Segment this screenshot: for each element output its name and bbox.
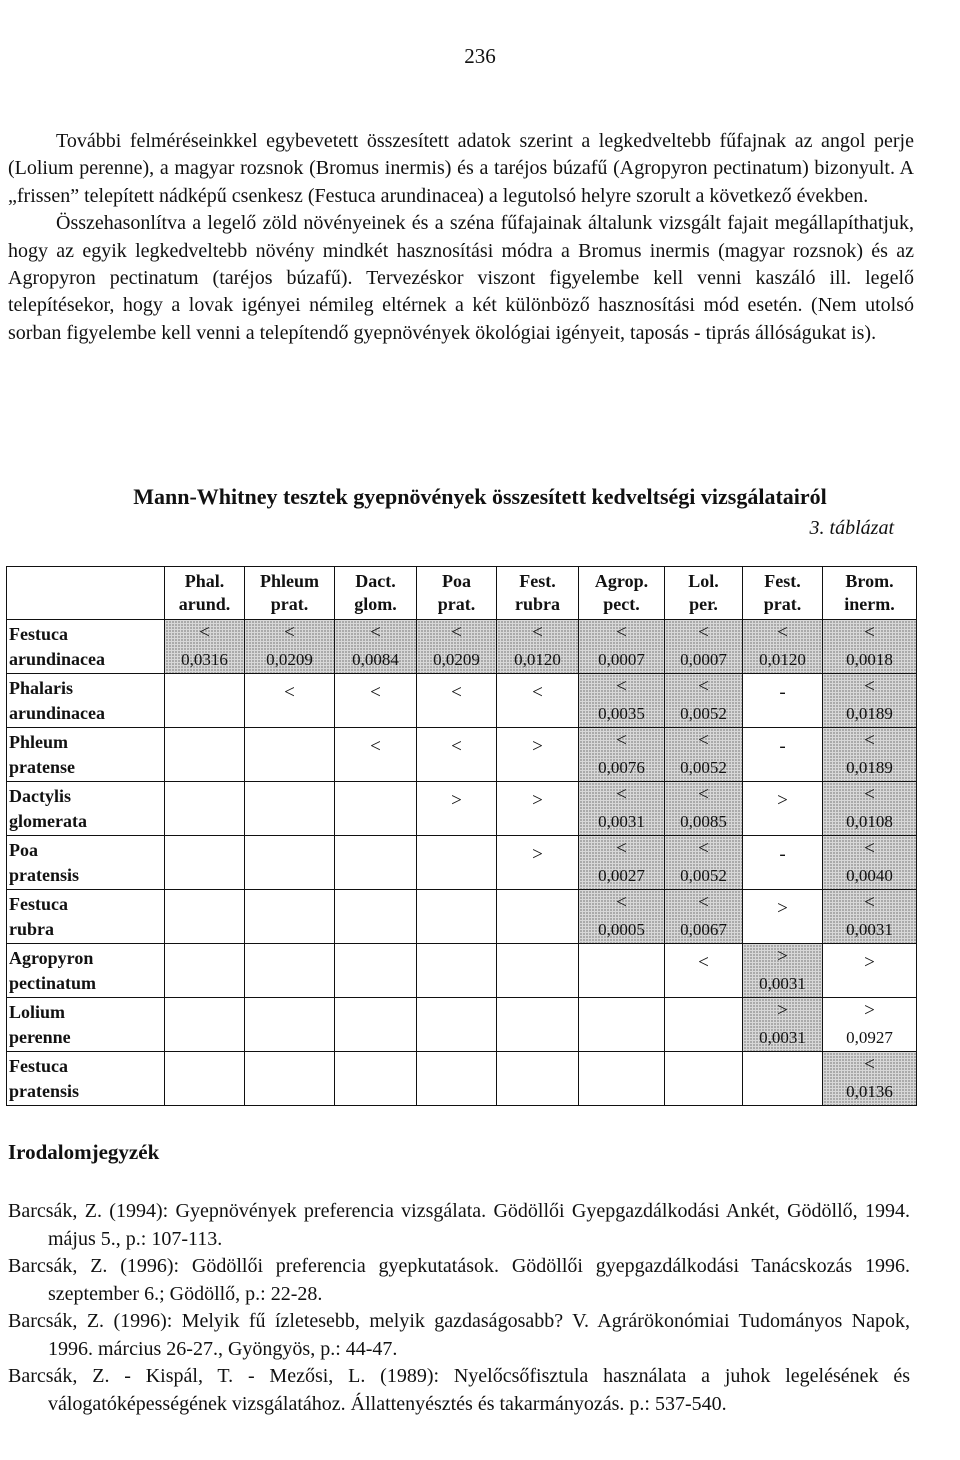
comparison-symbol: < xyxy=(698,838,709,860)
comparison-symbol: > xyxy=(777,897,788,919)
row-label xyxy=(7,998,165,1052)
table-cell xyxy=(743,944,823,998)
column-header xyxy=(497,567,579,620)
row-label-line: Phleum xyxy=(9,731,69,752)
table-cell xyxy=(335,1052,417,1106)
p-value: 0,0031 xyxy=(759,973,806,993)
table-row xyxy=(7,836,917,890)
table-cell xyxy=(665,944,743,998)
comparison-symbol: < xyxy=(698,784,709,806)
reference-item: Barcsák, Z. (1994): Gyepnövények preferencia vizsgálata. Gödöllői Gyepgazdálkodási Ankét, Gödöllő, 1994. május 5., p.: 107-113. xyxy=(8,1200,910,1250)
comparison-symbol: < xyxy=(532,622,543,644)
column-header-line: Poa xyxy=(442,571,471,591)
column-header xyxy=(417,567,497,620)
paragraph: Összehasonlítva a legelő zöld növényeinek és a széna fűfajainak általunk vizsgált fajait megállapíthatjuk, hogy az egyik legkedveltebb növény mindkét hasznosítási módra a Bromus inermis (magyar rozsnok) és az Agropyron pectinatum (taréjos búzafű). Tervezéskor viszont figyelembe kell venni kaszáló ill. legelő telepítésekor, hogy a lovak igényei némileg eltérnek a két különböző hasznosítási mód esetén. (Nem utolsó sorban figyelembe kell venni a telepítendő gyepnövények ökológiai igényeit, taposás - tiprás állóságukat is). xyxy=(8,212,914,344)
row-label xyxy=(7,782,165,836)
table-cell xyxy=(335,674,417,728)
comparison-symbol: < xyxy=(864,1054,875,1076)
table-cell xyxy=(497,890,579,944)
column-header-line: inerm. xyxy=(844,594,895,614)
reference-item: Barcsák, Z. - Kispál, T. - Mezősi, L. (1989): Nyelőcsőfisztula használata a juhok legelésének és válogatóképességének vizsgálatához. Állattenyésztés és takarmányozás. p.: 537-540. xyxy=(8,1365,910,1415)
comparison-symbol: < xyxy=(451,681,462,703)
table-cell xyxy=(165,674,245,728)
comparison-symbol: < xyxy=(698,892,709,914)
table-cell xyxy=(579,890,665,944)
comparison-symbol: < xyxy=(864,892,875,914)
reference-item: Barcsák, Z. (1996): Melyik fű ízletesebb, melyik gazdaságosabb? V. Agrárökonómiai Tudományos Napok, 1996. március 26-27., Gyöngyös, p.: 44-47. xyxy=(8,1310,910,1360)
table-cell xyxy=(417,1052,497,1106)
row-label-line: Festuca xyxy=(9,893,68,914)
table-cell xyxy=(497,782,579,836)
comparison-symbol: < xyxy=(616,622,627,644)
table-cell xyxy=(579,674,665,728)
comparison-symbol: > xyxy=(864,1000,875,1022)
table-cell xyxy=(245,782,335,836)
p-value: 0,0031 xyxy=(759,1027,806,1047)
comparison-symbol: < xyxy=(451,735,462,757)
p-value: 0,0108 xyxy=(846,811,893,831)
p-value: 0,0052 xyxy=(680,757,727,777)
p-value: 0,0084 xyxy=(352,649,399,669)
comparison-symbol: < xyxy=(532,681,543,703)
comparison-symbol: < xyxy=(864,838,875,860)
column-header xyxy=(245,567,335,620)
row-label xyxy=(7,1052,165,1106)
p-value: 0,0040 xyxy=(846,865,893,885)
table-cell xyxy=(823,782,917,836)
p-value: 0,0209 xyxy=(433,649,480,669)
p-value: 0,0316 xyxy=(181,649,228,669)
table-cell xyxy=(417,674,497,728)
table-cell xyxy=(579,1052,665,1106)
corner-cell xyxy=(7,567,165,620)
table-cell xyxy=(823,890,917,944)
table-cell xyxy=(245,674,335,728)
reference-item: Barcsák, Z. (1996): Gödöllői preferencia gyepkutatások. Gödöllői gyepgazdálkodási Tanácskozás 1996. szeptember 6.; Gödöllő, p.: 22-28. xyxy=(8,1255,910,1305)
table-cell xyxy=(743,782,823,836)
column-header-line: prat. xyxy=(437,594,476,614)
table-row xyxy=(7,620,917,674)
row-label-line: pratensis xyxy=(9,1080,80,1101)
table-cell xyxy=(743,1052,823,1106)
comparison-symbol: > xyxy=(532,843,543,865)
p-value: 0,0189 xyxy=(846,757,893,777)
table-cell xyxy=(497,998,579,1052)
comparison-symbol: < xyxy=(616,838,627,860)
comparison-symbol: < xyxy=(284,622,295,644)
column-header-line: pect. xyxy=(603,594,640,614)
p-value: 0,0120 xyxy=(514,649,561,669)
column-header-line: Fest. xyxy=(764,571,801,591)
p-value: 0,0018 xyxy=(846,649,893,669)
paragraph: További felméréseinkkel egybevetett összesített adatok szerint a legkedveltebb fűfajnak az angol perje (Lolium perenne), a magyar rozsnok (Bromus inermis) és a taréjos búzafű (Agropyron pectinatum) bizonyult. A „frissen” telepített nádképű csenkesz (Festuca arundinacea) a legutolsó helyre szorult a következő években. xyxy=(8,130,914,207)
table-cell xyxy=(579,620,665,674)
table-cell xyxy=(823,998,917,1052)
table-cell xyxy=(335,782,417,836)
table-cell xyxy=(823,944,917,998)
table-cell xyxy=(245,728,335,782)
row-label-line: Festuca xyxy=(9,623,68,644)
table-cell xyxy=(665,890,743,944)
column-header-line: glom. xyxy=(354,594,397,614)
column-header-line: Agrop. xyxy=(594,571,649,591)
table-cell xyxy=(665,674,743,728)
column-header-line: Fest. xyxy=(519,571,556,591)
column-header xyxy=(743,567,823,620)
table-cell xyxy=(417,728,497,782)
column-header-line: Dact. xyxy=(355,571,396,591)
comparison-symbol: > xyxy=(451,789,462,811)
row-label-line: arundinacea xyxy=(9,648,106,669)
comparison-symbol: < xyxy=(864,622,875,644)
row-label xyxy=(7,836,165,890)
table-cell xyxy=(417,890,497,944)
table-row xyxy=(7,944,917,998)
table-cell xyxy=(165,728,245,782)
table-cell xyxy=(579,782,665,836)
row-label-line: Agropyron xyxy=(9,947,94,968)
comparison-symbol: - xyxy=(779,681,786,703)
table-row xyxy=(7,728,917,782)
table-cell xyxy=(579,944,665,998)
mann-whitney-table xyxy=(6,566,917,1106)
p-value: 0,0031 xyxy=(598,811,645,831)
comparison-symbol: > xyxy=(777,789,788,811)
table-cell xyxy=(165,836,245,890)
references-heading: Irodalomjegyzék xyxy=(8,1140,160,1164)
column-header xyxy=(335,567,417,620)
comparison-symbol: < xyxy=(777,622,788,644)
column-header-line: prat. xyxy=(270,594,309,614)
table-cell xyxy=(335,728,417,782)
p-value: 0,0120 xyxy=(759,649,806,669)
p-value: 0,0052 xyxy=(680,703,727,723)
table-cell xyxy=(743,998,823,1052)
comparison-symbol: - xyxy=(779,843,786,865)
page-number: 236 xyxy=(464,44,496,68)
table-cell xyxy=(665,782,743,836)
table-cell xyxy=(165,944,245,998)
p-value: 0,0209 xyxy=(266,649,313,669)
column-header-line: Phal. xyxy=(184,571,225,591)
table-cell xyxy=(497,944,579,998)
table-cell xyxy=(335,890,417,944)
table-cell xyxy=(743,890,823,944)
table-cell xyxy=(497,674,579,728)
table-cell xyxy=(245,836,335,890)
row-label-line: pectinatum xyxy=(9,972,96,993)
references-list xyxy=(8,1198,910,1418)
table-cell xyxy=(579,836,665,890)
p-value: 0,0007 xyxy=(680,649,727,669)
table-cell xyxy=(165,1052,245,1106)
table-row xyxy=(7,782,917,836)
p-value: 0,0031 xyxy=(846,919,893,939)
comparison-symbol: < xyxy=(616,784,627,806)
table-cell xyxy=(823,1052,917,1106)
header-row xyxy=(7,567,917,620)
column-header-line: arund. xyxy=(178,594,231,614)
p-value: 0,0035 xyxy=(598,703,645,723)
comparison-symbol: < xyxy=(698,951,709,973)
comparison-symbol: < xyxy=(698,622,709,644)
p-value: 0,0136 xyxy=(846,1081,893,1101)
table-cell xyxy=(497,620,579,674)
comparison-symbol: > xyxy=(777,946,788,968)
table-cell xyxy=(743,728,823,782)
table-cell xyxy=(417,944,497,998)
p-value: 0,0052 xyxy=(680,865,727,885)
row-label-line: Phalaris xyxy=(9,677,74,698)
table-cell xyxy=(245,620,335,674)
row-label xyxy=(7,944,165,998)
column-header-line: rubra xyxy=(515,594,560,614)
comparison-symbol: > xyxy=(532,789,543,811)
comparison-symbol: < xyxy=(370,735,381,757)
table-cell xyxy=(165,620,245,674)
table-cell xyxy=(335,620,417,674)
table-cell xyxy=(417,782,497,836)
column-header xyxy=(165,567,245,620)
table-cell xyxy=(497,836,579,890)
table-cell xyxy=(165,782,245,836)
table-cell xyxy=(823,620,917,674)
row-label-line: Poa xyxy=(9,839,38,860)
comparison-symbol: < xyxy=(698,730,709,752)
table-cell xyxy=(165,998,245,1052)
table-cell xyxy=(579,998,665,1052)
row-label xyxy=(7,890,165,944)
table-cell xyxy=(665,998,743,1052)
row-label-line: glomerata xyxy=(9,810,87,831)
comparison-symbol: < xyxy=(616,892,627,914)
comparison-symbol: < xyxy=(284,681,295,703)
table-cell xyxy=(335,998,417,1052)
table-cell xyxy=(743,836,823,890)
comparison-symbol: > xyxy=(777,1000,788,1022)
table-cell xyxy=(335,944,417,998)
column-header-line: prat. xyxy=(763,594,802,614)
row-label-line: arundinacea xyxy=(9,702,106,723)
table-cell xyxy=(417,836,497,890)
table-cell xyxy=(165,890,245,944)
comparison-symbol: < xyxy=(864,730,875,752)
comparison-symbol: < xyxy=(370,622,381,644)
table-cell xyxy=(335,836,417,890)
column-header-line: per. xyxy=(689,594,718,614)
comparison-symbol: > xyxy=(532,735,543,757)
p-value: 0,0076 xyxy=(598,757,645,777)
table-cell xyxy=(245,944,335,998)
comparison-symbol: < xyxy=(199,622,210,644)
table-cell xyxy=(245,890,335,944)
table-cell xyxy=(665,1052,743,1106)
row-label xyxy=(7,728,165,782)
comparison-symbol: < xyxy=(616,730,627,752)
table-cell xyxy=(743,674,823,728)
table-cell xyxy=(823,728,917,782)
p-value: 0,0085 xyxy=(680,811,727,831)
p-value: 0,0005 xyxy=(598,919,645,939)
comparison-symbol: - xyxy=(779,735,786,757)
row-label xyxy=(7,674,165,728)
table-cell xyxy=(665,728,743,782)
comparison-symbol: > xyxy=(864,951,875,973)
table-number: 3. táblázat xyxy=(809,517,894,539)
table-cell xyxy=(417,620,497,674)
column-header xyxy=(579,567,665,620)
comparison-symbol: < xyxy=(698,676,709,698)
table-cell xyxy=(823,674,917,728)
column-header-line: Brom. xyxy=(845,571,894,591)
p-value: 0,0189 xyxy=(846,703,893,723)
column-header-line: Lol. xyxy=(688,571,719,591)
table-row xyxy=(7,998,917,1052)
column-header-line: Phleum xyxy=(259,571,319,591)
p-value: 0,0027 xyxy=(598,865,645,885)
column-header xyxy=(665,567,743,620)
row-label-line: Festuca xyxy=(9,1055,68,1076)
comparison-symbol: < xyxy=(864,676,875,698)
p-value: 0,0927 xyxy=(846,1027,893,1047)
comparison-symbol: < xyxy=(616,676,627,698)
comparison-symbol: < xyxy=(451,622,462,644)
row-label-line: Dactylis xyxy=(9,785,71,806)
row-label-line: pratense xyxy=(9,756,75,777)
p-value: 0,0067 xyxy=(680,919,727,939)
table-row xyxy=(7,674,917,728)
table-title: Mann-Whitney tesztek gyepnövények összesített kedveltségi vizsgálatairól xyxy=(133,484,827,509)
table-cell xyxy=(823,836,917,890)
table-cell xyxy=(579,728,665,782)
row-label-line: Lolium xyxy=(9,1001,66,1022)
p-value: 0,0007 xyxy=(598,649,645,669)
row-label-line: rubra xyxy=(9,918,54,939)
comparison-symbol: < xyxy=(864,784,875,806)
table-cell xyxy=(245,998,335,1052)
table-cell xyxy=(497,1052,579,1106)
table-row xyxy=(7,890,917,944)
table-row xyxy=(7,1052,917,1106)
row-label-line: pratensis xyxy=(9,864,80,885)
column-header xyxy=(823,567,917,620)
comparison-symbol: < xyxy=(370,681,381,703)
row-label xyxy=(7,620,165,674)
body-text xyxy=(8,128,914,347)
table-cell xyxy=(497,728,579,782)
table-cell xyxy=(665,620,743,674)
table-cell xyxy=(743,620,823,674)
table-cell xyxy=(417,998,497,1052)
table-cell xyxy=(665,836,743,890)
table-cell xyxy=(245,1052,335,1106)
row-label-line: perenne xyxy=(9,1026,71,1047)
